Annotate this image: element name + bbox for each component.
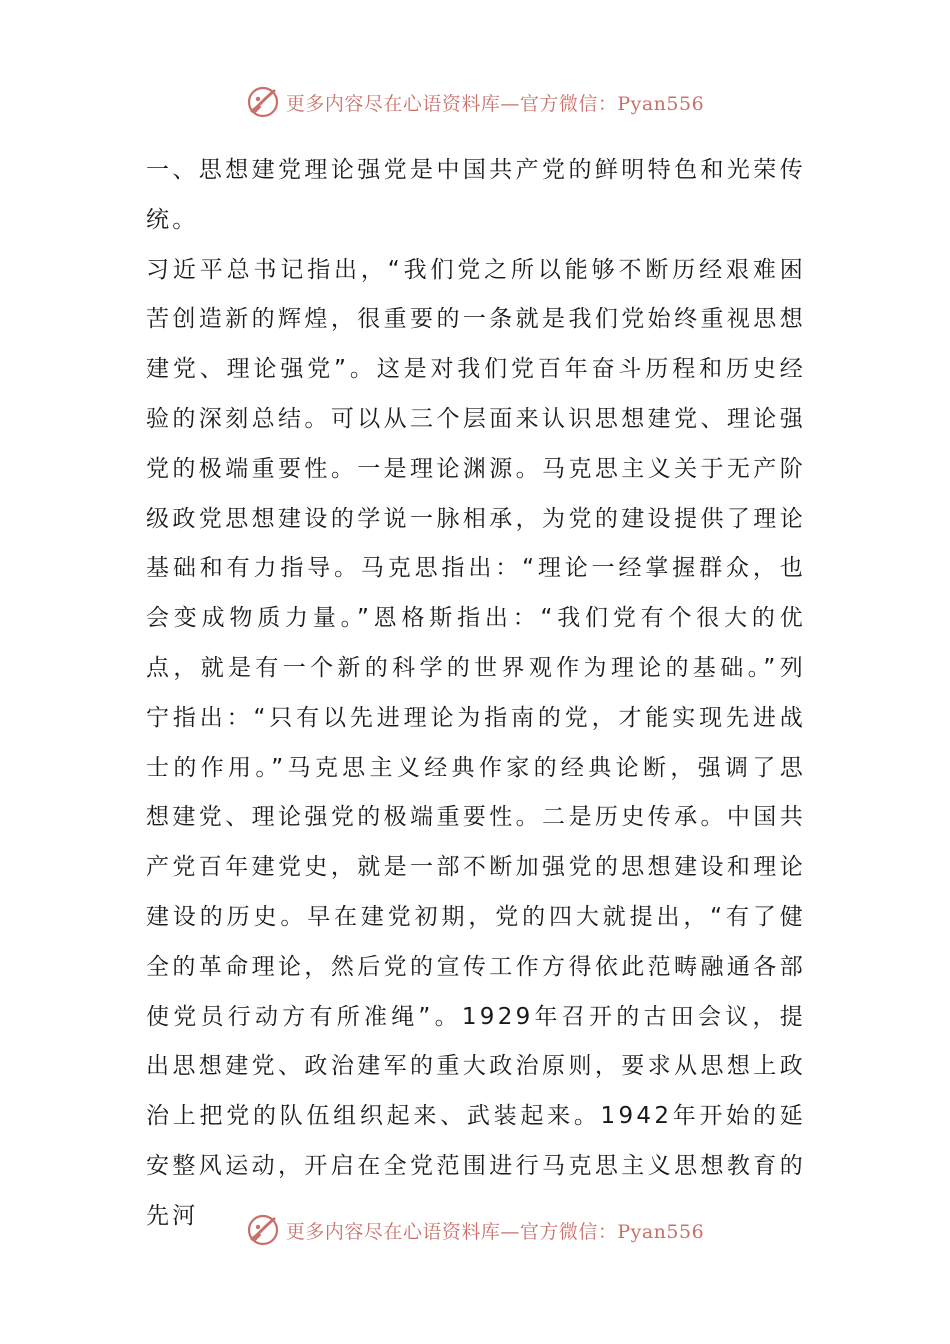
watermark-footer — [0, 1210, 950, 1250]
section-heading: 一、思想建党理论强党是中国共产党的鲜明特色和光荣传统。 — [146, 157, 806, 233]
body-paragraph: 习近平总书记指出，“我们党之所以能够不断历经艰难困苦创造新的辉煌，很重要的一条就是我们党始终重视思想建党、理论强党”。这是对我们党百年奋斗历程和历史经验的深刻总结。可以从三个层面来认识思想建党、理论强党的极端重要性。一是理论渊源。马克思主义关于无产阶级政党思想建设的学说一脉相承，为党的建设提供了理论基础和有力指导。马克思指出：“理论一经掌握群众，也会变成物质力量。”恩格斯指出：“我们党有个很大的优点，就是有一个新的科学的世界观作为理论的基础。”列宁指出：“只有以先进理论为指南的党，才能实现先进战士的作用。”马克思主义经典作家的经典论断，强调了思想建党、理论强党的极端重要性。二是历史传承。中国共产党百年建党史，就是一部不断加强党的思想建设和理论建设的历史。早在建党初期，党的四大就提出，“有了健全的革命理论，然后党的宣传工作方得依此范畴融通各部使党员行动方有所准绳”。1929年召开的古田会议，提出思想建党、政治建军的重大政治原则，要求从思想上政治上把党的队伍组织起来、武装起来。1942年开始的延安整风运动，开启在全党范围进行马克思主义思想教育的先河 — [146, 256, 806, 1229]
document-body — [146, 146, 806, 1242]
pen-logo-icon — [246, 1213, 280, 1247]
watermark-text: 更多内容尽在心语资料库—官方微信：Pyan556 — [285, 1220, 705, 1243]
pen-logo-icon — [246, 85, 280, 119]
watermark-text: 更多内容尽在心语资料库—官方微信：Pyan556 — [285, 92, 705, 115]
watermark-header — [0, 82, 950, 122]
